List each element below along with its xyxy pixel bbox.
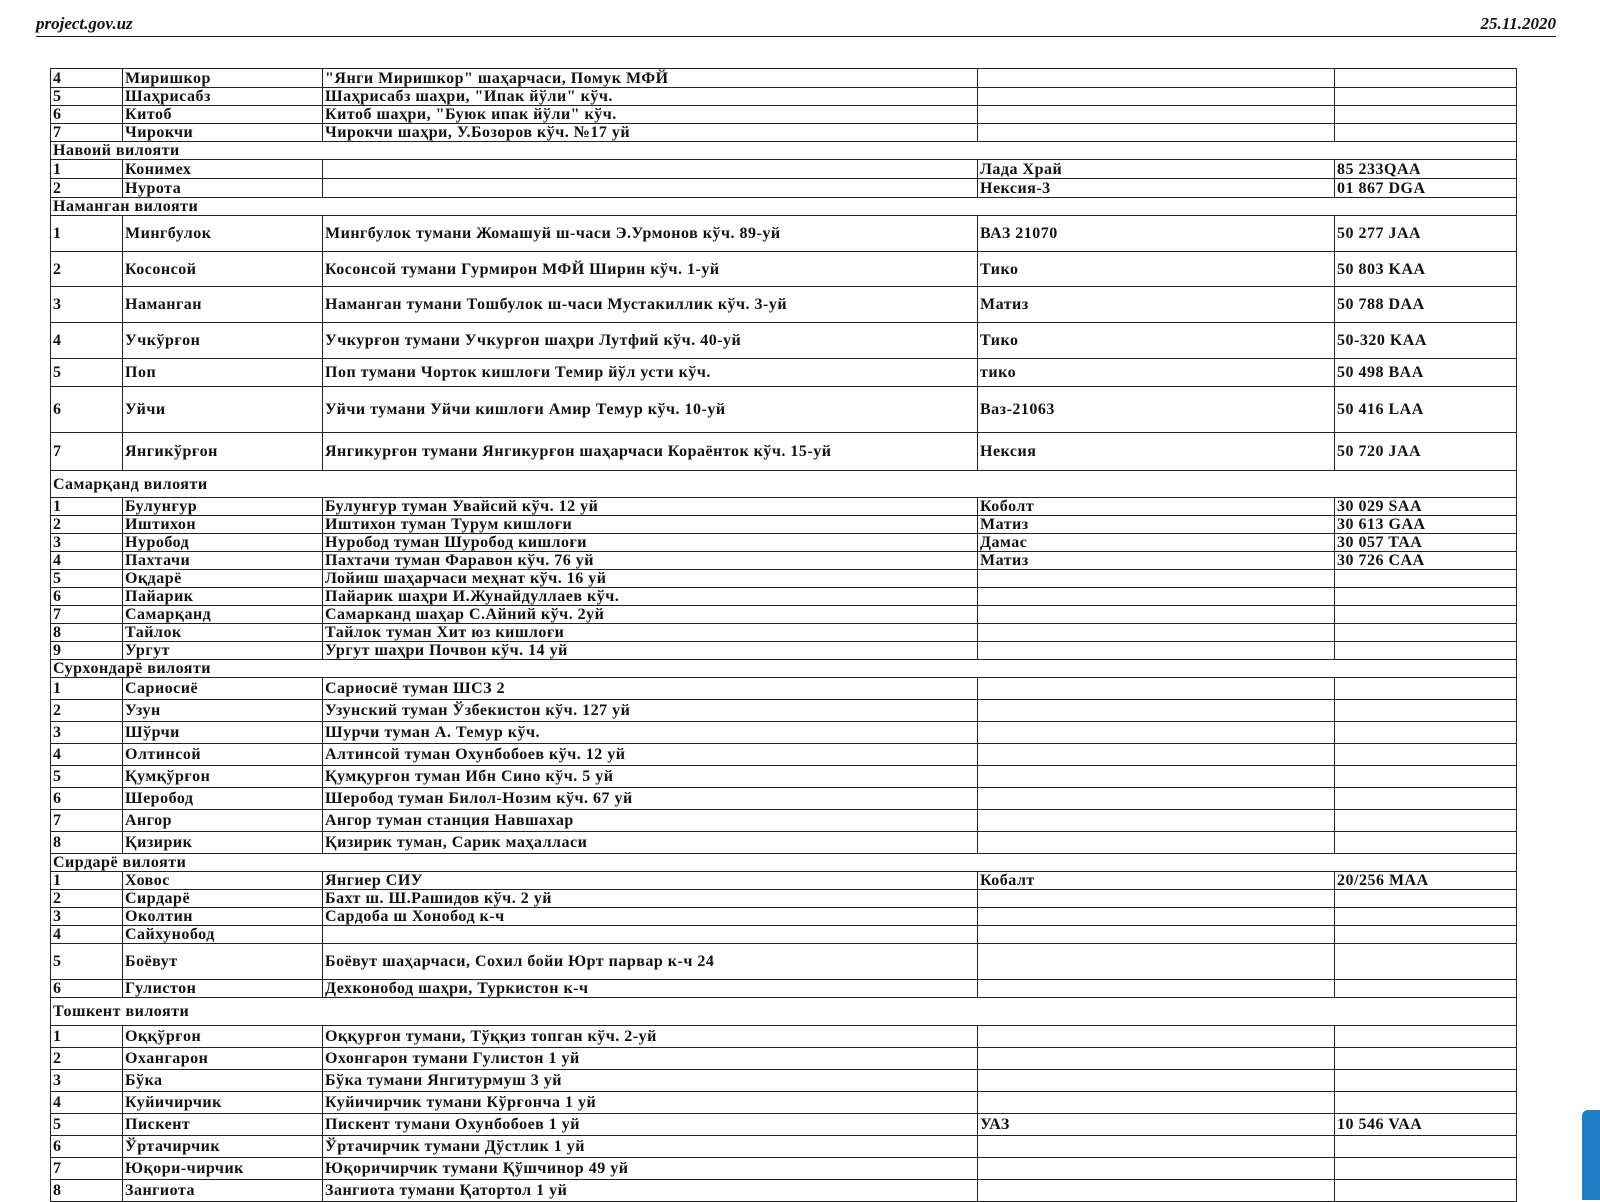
table-body	[51, 69, 1517, 1202]
row-number: 6	[51, 106, 123, 124]
row-number: 6	[51, 980, 123, 998]
address: Сариосиё туман ШСЗ 2	[323, 678, 978, 700]
car-model: Дамас	[978, 534, 1335, 552]
row-number: 7	[51, 433, 123, 471]
row-number: 7	[51, 810, 123, 832]
car-model: УАЗ	[978, 1114, 1335, 1136]
table-row	[51, 606, 1517, 624]
car-model	[978, 810, 1335, 832]
region-name: Сурхондарё вилояти	[51, 660, 1517, 678]
site-name: project.gov.uz	[36, 14, 133, 33]
address: Шеробод туман Билол-Нозим кўч. 67 уй	[323, 788, 978, 810]
plate-number	[1335, 1026, 1517, 1048]
table-row	[51, 926, 1517, 944]
address: Учкурғон тумани Учкурғон шаҳри Лутфий кўч. 40-уй	[323, 323, 978, 359]
car-model	[978, 678, 1335, 700]
car-model: Матиз	[978, 287, 1335, 323]
plate-number	[1335, 624, 1517, 642]
table-row	[51, 359, 1517, 387]
row-number: 5	[51, 570, 123, 588]
plate-number	[1335, 606, 1517, 624]
district-name: Шўрчи	[123, 722, 323, 744]
district-name: Охангарон	[123, 1048, 323, 1070]
region-name: Наманган вилояти	[51, 198, 1517, 216]
address: Самарканд шаҳар С.Айний кўч. 2уй	[323, 606, 978, 624]
plate-number: 50 416 LAA	[1335, 387, 1517, 433]
table-row	[51, 624, 1517, 642]
row-number: 2	[51, 700, 123, 722]
district-name: Пайарик	[123, 588, 323, 606]
address: Чирокчи шаҳри, У.Бозоров кўч. №17 уй	[323, 124, 978, 142]
region-name: Тошкент вилояти	[51, 998, 1517, 1026]
car-model: тико	[978, 359, 1335, 387]
plate-number: 50 277 JAA	[1335, 216, 1517, 252]
address: Бахт ш. Ш.Рашидов кўч. 2 уй	[323, 890, 978, 908]
address: Бўка тумани Янгитурмуш 3 уй	[323, 1070, 978, 1092]
district-name: Оқдарё	[123, 570, 323, 588]
row-number: 8	[51, 624, 123, 642]
address: Косонсой тумани Гурмирон МФЙ Ширин кўч. 1-уй	[323, 252, 978, 287]
plate-number	[1335, 642, 1517, 660]
address: Боёвут шаҳарчаси, Сохил бойи Юрт парвар к-ч 24	[323, 944, 978, 980]
address: Юқоричирчик тумани Қўшчинор 49 уй	[323, 1158, 978, 1180]
district-name: Сариосиё	[123, 678, 323, 700]
car-model	[978, 890, 1335, 908]
district-name: Ангор	[123, 810, 323, 832]
table-row	[51, 252, 1517, 287]
plate-number	[1335, 926, 1517, 944]
table-row	[51, 678, 1517, 700]
table-row	[51, 766, 1517, 788]
table-row	[51, 516, 1517, 534]
car-model	[978, 926, 1335, 944]
row-number: 6	[51, 1136, 123, 1158]
district-name: Уйчи	[123, 387, 323, 433]
district-name: Пискент	[123, 1114, 323, 1136]
address: Оққурғон тумани, Тўққиз топган кўч. 2-уй	[323, 1026, 978, 1048]
plate-number: 01 867 DGA	[1335, 179, 1517, 198]
address: Уйчи тумани Уйчи кишлоғи Амир Темур кўч. 10-уй	[323, 387, 978, 433]
district-name: Ургут	[123, 642, 323, 660]
table-row	[51, 872, 1517, 890]
car-model	[978, 1070, 1335, 1092]
table-row	[51, 944, 1517, 980]
row-number: 3	[51, 1070, 123, 1092]
table-row	[51, 890, 1517, 908]
address: Янгикурғон тумани Янгикурғон шаҳарчаси Кораёнток кўч. 15-уй	[323, 433, 978, 471]
table-row	[51, 88, 1517, 106]
car-model	[978, 908, 1335, 926]
row-number: 4	[51, 744, 123, 766]
district-name: Бўка	[123, 1070, 323, 1092]
address: Ўртачирчик тумани Дўстлик 1 уй	[323, 1136, 978, 1158]
row-number: 4	[51, 1092, 123, 1114]
row-number: 6	[51, 588, 123, 606]
table-row	[51, 1114, 1517, 1136]
address: Куйичирчик тумани Кўрғонча 1 уй	[323, 1092, 978, 1114]
table-row	[51, 1158, 1517, 1180]
table-row	[51, 1092, 1517, 1114]
row-number: 7	[51, 606, 123, 624]
car-model	[978, 744, 1335, 766]
region-header-row	[51, 998, 1517, 1026]
district-name: Шеробод	[123, 788, 323, 810]
plate-number: 50 788 DAA	[1335, 287, 1517, 323]
car-model	[978, 1136, 1335, 1158]
plate-number: 30 726 CAA	[1335, 552, 1517, 570]
address: Китоб шаҳри, "Буюк ипак йўли" кўч.	[323, 106, 978, 124]
plate-number: 50 720 JAA	[1335, 433, 1517, 471]
district-name: Куйичирчик	[123, 1092, 323, 1114]
table-row	[51, 980, 1517, 998]
side-tab[interactable]	[1582, 1110, 1600, 1200]
car-model: Матиз	[978, 516, 1335, 534]
region-header-row	[51, 198, 1517, 216]
row-number: 2	[51, 179, 123, 198]
plate-number	[1335, 908, 1517, 926]
table-row	[51, 1048, 1517, 1070]
address: Нуробод туман Шуробод кишлоғи	[323, 534, 978, 552]
row-number: 8	[51, 1180, 123, 1202]
district-name: Узун	[123, 700, 323, 722]
row-number: 5	[51, 88, 123, 106]
table-row	[51, 1180, 1517, 1202]
plate-number	[1335, 980, 1517, 998]
plate-number: 85 233QAA	[1335, 160, 1517, 179]
row-number: 1	[51, 678, 123, 700]
district-name: Самарқанд	[123, 606, 323, 624]
district-name: Ховос	[123, 872, 323, 890]
car-model	[978, 624, 1335, 642]
district-name: Пахтачи	[123, 552, 323, 570]
region-name: Сирдарё вилояти	[51, 854, 1517, 872]
region-header-row	[51, 854, 1517, 872]
plate-number: 10 546 VAA	[1335, 1114, 1517, 1136]
address: Охонгарон тумани Гулистон 1 уй	[323, 1048, 978, 1070]
plate-number	[1335, 1092, 1517, 1114]
row-number: 3	[51, 722, 123, 744]
car-model	[978, 642, 1335, 660]
address: Ангор туман станция Навшахар	[323, 810, 978, 832]
plate-number	[1335, 788, 1517, 810]
car-model	[978, 1158, 1335, 1180]
plate-number: 50 803 KAA	[1335, 252, 1517, 287]
car-model	[978, 944, 1335, 980]
plate-number: 30 057 TAA	[1335, 534, 1517, 552]
plate-number	[1335, 832, 1517, 854]
address: Булунғур туман Увайсий кўч. 12 уй	[323, 498, 978, 516]
plate-number	[1335, 678, 1517, 700]
address: Лойиш шаҳарчаси меҳнат кўч. 16 уй	[323, 570, 978, 588]
address: Алтинсой туман Охунбобоев кўч. 12 уй	[323, 744, 978, 766]
plate-number	[1335, 766, 1517, 788]
table-row	[51, 69, 1517, 88]
row-number: 4	[51, 926, 123, 944]
address	[323, 179, 978, 198]
district-name: Боёвут	[123, 944, 323, 980]
district-name: Китоб	[123, 106, 323, 124]
car-model: Кобалт	[978, 872, 1335, 890]
plate-number	[1335, 700, 1517, 722]
address: Пискент тумани Охунбобоев 1 уй	[323, 1114, 978, 1136]
address: Дехконобод шаҳри, Туркистон к-ч	[323, 980, 978, 998]
car-model: Тико	[978, 252, 1335, 287]
plate-number	[1335, 1180, 1517, 1202]
district-name: Ўртачирчик	[123, 1136, 323, 1158]
row-number: 5	[51, 1114, 123, 1136]
plate-number: 20/256 MAA	[1335, 872, 1517, 890]
district-name: Шаҳрисабз	[123, 88, 323, 106]
plate-number	[1335, 69, 1517, 88]
car-model	[978, 606, 1335, 624]
district-name: Қумқўрғон	[123, 766, 323, 788]
table-row	[51, 106, 1517, 124]
region-name: Самарқанд вилояти	[51, 471, 1517, 498]
address: Шаҳрисабз шаҳри, "Ипак йўли" кўч.	[323, 88, 978, 106]
address: Пайарик шаҳри И.Жунайдуллаев кўч.	[323, 588, 978, 606]
district-name: Конимех	[123, 160, 323, 179]
address	[323, 926, 978, 944]
plate-number	[1335, 1048, 1517, 1070]
header-divider	[36, 36, 1556, 37]
car-model	[978, 980, 1335, 998]
district-name: Чирокчи	[123, 124, 323, 142]
car-model	[978, 124, 1335, 142]
region-header-row	[51, 660, 1517, 678]
address: Қизирик туман, Сарик маҳалласи	[323, 832, 978, 854]
car-model: Ваз-21063	[978, 387, 1335, 433]
row-number: 4	[51, 552, 123, 570]
address: Узунский туман Ўзбекистон кўч. 127 уй	[323, 700, 978, 722]
district-name: Гулистон	[123, 980, 323, 998]
plate-number	[1335, 1136, 1517, 1158]
table-row	[51, 498, 1517, 516]
address: Қумқурғон туман Ибн Сино кўч. 5 уй	[323, 766, 978, 788]
car-model: Нексия-3	[978, 179, 1335, 198]
plate-number	[1335, 890, 1517, 908]
table-row	[51, 1070, 1517, 1092]
plate-number: 30 029 SAA	[1335, 498, 1517, 516]
row-number: 5	[51, 359, 123, 387]
district-name: Околтин	[123, 908, 323, 926]
row-number: 2	[51, 516, 123, 534]
address: Тайлок туман Хит юз кишлоғи	[323, 624, 978, 642]
car-model: Коболт	[978, 498, 1335, 516]
district-name: Миришкор	[123, 69, 323, 88]
region-name: Навоий вилояти	[51, 142, 1517, 160]
district-name: Наманган	[123, 287, 323, 323]
district-name: Булунғур	[123, 498, 323, 516]
district-name: Косонсой	[123, 252, 323, 287]
row-number: 6	[51, 788, 123, 810]
district-name: Нурота	[123, 179, 323, 198]
district-name: Янгикўрғон	[123, 433, 323, 471]
district-name: Нуробод	[123, 534, 323, 552]
district-name: Учкўрғон	[123, 323, 323, 359]
row-number: 5	[51, 944, 123, 980]
row-number: 5	[51, 766, 123, 788]
car-model	[978, 570, 1335, 588]
region-header-row	[51, 471, 1517, 498]
address: "Янги Миришкор" шаҳарчаси, Помук МФЙ	[323, 69, 978, 88]
row-number: 1	[51, 216, 123, 252]
car-model	[978, 1180, 1335, 1202]
table-row	[51, 700, 1517, 722]
plate-number	[1335, 810, 1517, 832]
plate-number	[1335, 1158, 1517, 1180]
table-row	[51, 832, 1517, 854]
district-name: Қизирик	[123, 832, 323, 854]
plate-number	[1335, 588, 1517, 606]
region-header-row	[51, 142, 1517, 160]
table-row	[51, 160, 1517, 179]
table-row	[51, 570, 1517, 588]
row-number: 2	[51, 1048, 123, 1070]
row-number: 3	[51, 908, 123, 926]
table-row	[51, 552, 1517, 570]
district-name: Олтинсой	[123, 744, 323, 766]
plate-number	[1335, 944, 1517, 980]
table-row	[51, 287, 1517, 323]
address: Иштихон туман Турум кишлоғи	[323, 516, 978, 534]
address: Пахтачи туман Фаравон кўч. 76 уй	[323, 552, 978, 570]
car-model	[978, 1092, 1335, 1114]
table-row	[51, 433, 1517, 471]
car-model	[978, 1048, 1335, 1070]
district-name: Тайлок	[123, 624, 323, 642]
address	[323, 160, 978, 179]
row-number: 7	[51, 124, 123, 142]
row-number: 1	[51, 160, 123, 179]
table-row	[51, 216, 1517, 252]
table-row	[51, 534, 1517, 552]
district-name: Сирдарё	[123, 890, 323, 908]
table-row	[51, 1136, 1517, 1158]
car-model	[978, 588, 1335, 606]
table-row	[51, 810, 1517, 832]
row-number: 1	[51, 498, 123, 516]
document-date: 25.11.2020	[1480, 14, 1556, 33]
row-number: 2	[51, 890, 123, 908]
plate-number	[1335, 570, 1517, 588]
row-number: 7	[51, 1158, 123, 1180]
car-model	[978, 88, 1335, 106]
car-model	[978, 106, 1335, 124]
locations-table	[50, 68, 1517, 1202]
row-number: 8	[51, 832, 123, 854]
table-row	[51, 588, 1517, 606]
row-number: 9	[51, 642, 123, 660]
row-number: 1	[51, 1026, 123, 1048]
address: Наманган тумани Тошбулок ш-часи Мустакиллик кўч. 3-уй	[323, 287, 978, 323]
plate-number	[1335, 722, 1517, 744]
table-row	[51, 744, 1517, 766]
district-name: Поп	[123, 359, 323, 387]
address: Мингбулок тумани Жомашуй ш-часи Э.Урмонов кўч. 89-уй	[323, 216, 978, 252]
district-name: Юқори-чирчик	[123, 1158, 323, 1180]
address: Зангиота тумани Қатортол 1 уй	[323, 1180, 978, 1202]
car-model: Нексия	[978, 433, 1335, 471]
row-number: 6	[51, 387, 123, 433]
row-number: 3	[51, 534, 123, 552]
district-name: Сайхунобод	[123, 926, 323, 944]
car-model	[978, 1026, 1335, 1048]
table-row	[51, 387, 1517, 433]
plate-number: 50-320 KAA	[1335, 323, 1517, 359]
plate-number	[1335, 88, 1517, 106]
address: Поп тумани Чорток кишлоғи Темир йўл усти кўч.	[323, 359, 978, 387]
district-name: Мингбулок	[123, 216, 323, 252]
address: Сардоба ш Хонобод к-ч	[323, 908, 978, 926]
district-name: Иштихон	[123, 516, 323, 534]
car-model	[978, 788, 1335, 810]
row-number: 3	[51, 287, 123, 323]
plate-number	[1335, 1070, 1517, 1092]
table-row	[51, 722, 1517, 744]
car-model: Матиз	[978, 552, 1335, 570]
plate-number	[1335, 124, 1517, 142]
plate-number: 30 613 GAA	[1335, 516, 1517, 534]
car-model: Лада Храй	[978, 160, 1335, 179]
table-row	[51, 642, 1517, 660]
row-number: 2	[51, 252, 123, 287]
address: Ургут шаҳри Почвон кўч. 14 уй	[323, 642, 978, 660]
table-row	[51, 788, 1517, 810]
district-name: Оққўрғон	[123, 1026, 323, 1048]
row-number: 1	[51, 872, 123, 890]
car-model	[978, 700, 1335, 722]
plate-number	[1335, 106, 1517, 124]
car-model: ВАЗ 21070	[978, 216, 1335, 252]
address: Шурчи туман А. Темур кўч.	[323, 722, 978, 744]
car-model: Тико	[978, 323, 1335, 359]
plate-number: 50 498 BAA	[1335, 359, 1517, 387]
district-name: Зангиота	[123, 1180, 323, 1202]
car-model	[978, 832, 1335, 854]
table-row	[51, 179, 1517, 198]
car-model	[978, 766, 1335, 788]
address: Янгиер СИУ	[323, 872, 978, 890]
table-row	[51, 1026, 1517, 1048]
table-row	[51, 908, 1517, 926]
table-row	[51, 323, 1517, 359]
table-row	[51, 124, 1517, 142]
row-number: 4	[51, 323, 123, 359]
row-number: 4	[51, 69, 123, 88]
plate-number	[1335, 744, 1517, 766]
car-model	[978, 722, 1335, 744]
car-model	[978, 69, 1335, 88]
